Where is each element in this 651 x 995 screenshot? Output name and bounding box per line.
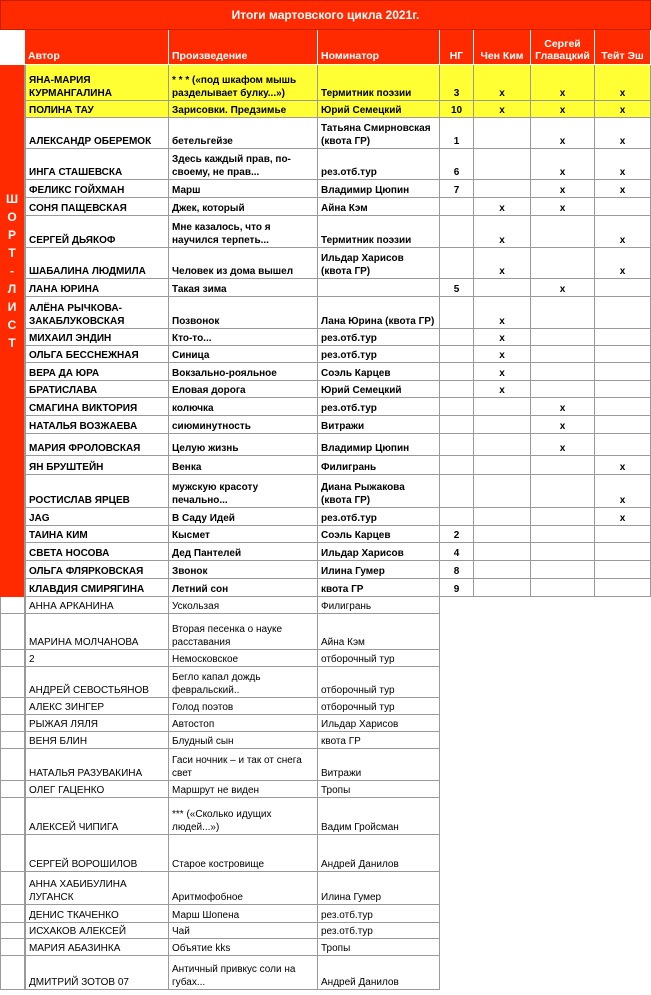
shortlist-j3-cell: x [595,118,651,149]
shortlist-author-cell: JAG [25,508,169,526]
entry-nominator-cell: отборочный тур [318,650,440,667]
entry-author-cell: ИСХАКОВ АЛЕКСЕЙ [25,923,169,939]
shortlist-nominator-cell: рез.отб.тур [318,346,440,363]
shortlist-nominator-cell: Владимир Цюпин [318,434,440,456]
shortlist-j1-cell [474,118,531,149]
shortlist-j2-cell [531,526,595,543]
shortlist-nominator-cell: Филигрань [318,456,440,475]
shortlist-j1-cell: x [474,346,531,363]
shortlist-work-cell: Мне казалось, что я научился терпеть... [169,216,318,248]
shortlist-j2-cell: x [531,149,595,180]
row-spacer [0,835,25,872]
entry-work-cell: Ускользая [169,597,318,614]
shortlist-work-cell: Летний сон [169,579,318,597]
shortlist-work-cell: В Саду Идей [169,508,318,526]
shortlist-nominator-cell: рез.отб.тур [318,329,440,346]
shortlist-work-cell: Кто-то... [169,329,318,346]
shortlist-author-cell: НАТАЛЬЯ ВОЗЖАЕВА [25,416,169,434]
shortlist-j3-cell: x [595,508,651,526]
entry-nominator-cell: отборочный тур [318,667,440,698]
shortlist-j1-cell [474,543,531,561]
entry-author-cell: АЛЕКС ЗИНГЕР [25,698,169,715]
header-judge2: Сергей Главацкий [531,30,595,65]
shortlist-ng-cell: 8 [440,561,474,579]
shortlist-work-cell: Венка [169,456,318,475]
shortlist-j1-cell: x [474,297,531,329]
shortlist-nominator-cell: Ильдар Харисов [318,543,440,561]
shortlist-j2-cell [531,248,595,279]
row-spacer [0,650,25,667]
shortlist-j2-cell: x [531,198,595,216]
shortlist-author-cell: ОЛЬГА ФЛЯРКОВСКАЯ [25,561,169,579]
shortlist-work-cell: * * * («под шкафом мышь разделывает булку...») [169,65,318,101]
shortlist-nominator-cell: Термитник поэзии [318,65,440,101]
shortlist-j1-cell [474,508,531,526]
shortlist-j1-cell [474,279,531,297]
shortlist-work-cell: Целую жизнь [169,434,318,456]
shortlist-nominator-cell: рез.отб.тур [318,398,440,416]
header-judge3: Тейт Эш [595,30,651,65]
shortlist-j2-cell: x [531,180,595,198]
shortlist-author-cell: СЕРГЕЙ ДЬЯКОФ [25,216,169,248]
entry-nominator-cell: рез.отб.тур [318,923,440,939]
entry-author-cell: АНДРЕЙ СЕВОСТЬЯНОВ [25,667,169,698]
shortlist-work-cell: бетельгейзе [169,118,318,149]
shortlist-j3-cell [595,526,651,543]
shortlist-nominator-cell: Диана Рыжакова (квота ГР) [318,475,440,508]
shortlist-j2-cell [531,329,595,346]
shortlist-nominator-cell: Витражи [318,416,440,434]
shortlist-work-cell: Джек, который [169,198,318,216]
shortlist-author-cell: СОНЯ ПАЩЕВСКАЯ [25,198,169,216]
shortlist-ng-cell [440,381,474,398]
shortlist-ng-cell [440,216,474,248]
shortlist-nominator-cell: Термитник поэзии [318,216,440,248]
shortlist-author-cell: ЯН БРУШТЕЙН [25,456,169,475]
side-label-letter: - [10,264,14,278]
shortlist-author-cell: ИНГА СТАШЕВСКА [25,149,169,180]
shortlist-j2-cell [531,508,595,526]
shortlist-j2-cell [531,363,595,381]
row-spacer [0,923,25,939]
shortlist-work-cell: Звонок [169,561,318,579]
shortlist-j3-cell: x [595,65,651,101]
shortlist-author-cell: ОЛЬГА БЕССНЕЖНАЯ [25,346,169,363]
side-label-letter: С [7,318,17,332]
shortlist-author-cell: КЛАВДИЯ СМИРЯГИНА [25,579,169,597]
shortlist-ng-cell [440,416,474,434]
entry-author-cell: НАТАЛЬЯ РАЗУВАКИНА [25,749,169,781]
shortlist-work-cell: Еловая дорога [169,381,318,398]
shortlist-j1-cell [474,398,531,416]
shortlist-work-cell: Вокзально-рояльное [169,363,318,381]
shortlist-author-cell: ТАИНА КИМ [25,526,169,543]
shortlist-ng-cell [440,248,474,279]
header-ng: НГ [440,30,474,65]
shortlist-ng-cell: 7 [440,180,474,198]
entry-nominator-cell: отборочный тур [318,698,440,715]
shortlist-j3-cell [595,346,651,363]
shortlist-j3-cell: x [595,475,651,508]
entry-author-cell: ВЕНЯ БЛИН [25,732,169,749]
entry-work-cell: *** («Сколько идущих людей...») [169,798,318,835]
shortlist-author-cell: ФЕЛИКС ГОЙХМАН [25,180,169,198]
shortlist-ng-cell [440,198,474,216]
shortlist-nominator-cell: Соэль Карцев [318,363,440,381]
shortlist-j1-cell [474,456,531,475]
side-label-letter: Т [8,246,16,260]
sheet-title: Итоги мартовского цикла 2021г. [0,0,651,30]
shortlist-j1-cell [474,180,531,198]
shortlist-j3-cell [595,561,651,579]
entry-author-cell: ДЕНИС ТКАЧЕНКО [25,905,169,923]
entry-work-cell: Бегло капал дождь февральский.. [169,667,318,698]
entry-author-cell: МАРИНА МОЛЧАНОВА [25,614,169,650]
entry-work-cell: Аритмофобное [169,872,318,905]
shortlist-ng-cell [440,434,474,456]
shortlist-nominator-cell: рез.отб.тур [318,149,440,180]
shortlist-j2-cell [531,475,595,508]
shortlist-j1-cell [474,149,531,180]
shortlist-author-cell: РОСТИСЛАВ ЯРЦЕВ [25,475,169,508]
shortlist-j2-cell: x [531,434,595,456]
shortlist-ng-cell: 5 [440,279,474,297]
shortlist-j1-cell: x [474,248,531,279]
shortlist-ng-cell [440,508,474,526]
entry-work-cell: Марш Шопена [169,905,318,923]
shortlist-author-cell: АЛЕКСАНДР ОБЕРЕМОК [25,118,169,149]
shortlist-j1-cell: x [474,381,531,398]
row-spacer [0,798,25,835]
entry-author-cell: МАРИЯ АБАЗИНКА [25,939,169,956]
shortlist-j1-cell: x [474,363,531,381]
shortlist-j3-cell: x [595,101,651,118]
row-spacer [0,872,25,905]
shortlist-author-cell: МИХАИЛ ЭНДИН [25,329,169,346]
shortlist-ng-cell: 1 [440,118,474,149]
entry-work-cell: Немосковское [169,650,318,667]
shortlist-ng-cell: 2 [440,526,474,543]
entry-work-cell: Гаси ночник – и так от снега свет [169,749,318,781]
shortlist-j3-cell [595,543,651,561]
shortlist-nominator-cell: Владимир Цюпин [318,180,440,198]
row-spacer [0,715,25,732]
side-label-letter: Л [7,282,17,296]
header-judge1: Чен Ким [474,30,531,65]
shortlist-j2-cell [531,543,595,561]
entry-nominator-cell: Илина Гумер [318,872,440,905]
shortlist-nominator-cell: Татьяна Смирновская (квота ГР) [318,118,440,149]
shortlist-nominator-cell: рез.отб.тур [318,508,440,526]
entry-work-cell: Античный привкус соли на губах... [169,956,318,990]
shortlist-j3-cell [595,381,651,398]
row-spacer [0,667,25,698]
entry-work-cell: Автостоп [169,715,318,732]
shortlist-j3-cell [595,329,651,346]
shortlist-j1-cell [474,579,531,597]
side-label-letter: О [7,210,17,224]
shortlist-nominator-cell [318,279,440,297]
entry-author-cell: ДМИТРИЙ ЗОТОВ 07 [25,956,169,990]
entry-author-cell: СЕРГЕЙ ВОРОШИЛОВ [25,835,169,872]
shortlist-j3-cell: x [595,216,651,248]
shortlist-j3-cell: x [595,149,651,180]
shortlist-work-cell: Марш [169,180,318,198]
shortlist-j3-cell [595,434,651,456]
shortlist-ng-cell: 6 [440,149,474,180]
shortlist-j2-cell: x [531,65,595,101]
shortlist-j1-cell [474,475,531,508]
shortlist-nominator-cell: Соэль Карцев [318,526,440,543]
shortlist-j1-cell: x [474,101,531,118]
side-label-letter: И [7,300,17,314]
shortlist-author-cell: МАРИЯ ФРОЛОВСКАЯ [25,434,169,456]
shortlist-author-cell: СМАГИНА ВИКТОРИЯ [25,398,169,416]
shortlist-author-cell: ЛАНА ЮРИНА [25,279,169,297]
shortlist-j3-cell [595,198,651,216]
shortlist-ng-cell: 10 [440,101,474,118]
row-spacer [0,597,25,614]
shortlist-ng-cell [440,363,474,381]
shortlist-author-cell: ШАБАЛИНА ЛЮДМИЛА [25,248,169,279]
entry-work-cell: Объятие kks [169,939,318,956]
shortlist-work-cell: Дед Пантелей [169,543,318,561]
shortlist-author-cell: СВЕТА НОСОВА [25,543,169,561]
shortlist-j3-cell [595,398,651,416]
row-spacer [0,905,25,923]
shortlist-ng-cell: 3 [440,65,474,101]
shortlist-j3-cell: x [595,180,651,198]
side-label-letter: Ш [5,192,19,206]
shortlist-j3-cell: x [595,248,651,279]
shortlist-ng-cell [440,398,474,416]
entry-nominator-cell: Тропы [318,781,440,798]
shortlist-ng-cell [440,297,474,329]
row-spacer [0,939,25,956]
shortlist-j1-cell: x [474,216,531,248]
entry-nominator-cell: Витражи [318,749,440,781]
entry-work-cell: Маршрут не виден [169,781,318,798]
entry-nominator-cell: Айна Кэм [318,614,440,650]
shortlist-j1-cell [474,434,531,456]
shortlist-j2-cell: x [531,398,595,416]
shortlist-j2-cell [531,216,595,248]
shortlist-j3-cell [595,363,651,381]
shortlist-work-cell: Человек из дома вышел [169,248,318,279]
entry-author-cell: АЛЕКСЕЙ ЧИПИГА [25,798,169,835]
row-spacer [0,956,25,990]
header-author: Автор [25,30,169,65]
shortlist-nominator-cell: Лана Юрина (квота ГР) [318,297,440,329]
side-label-letter: Р [7,228,16,242]
shortlist-j2-cell: x [531,416,595,434]
entry-work-cell: Вторая песенка о науке расставания [169,614,318,650]
row-spacer [0,614,25,650]
shortlist-j2-cell: x [531,101,595,118]
shortlist-j2-cell: x [531,279,595,297]
shortlist-j1-cell: x [474,65,531,101]
shortlist-nominator-cell: Ильдар Харисов (квота ГР) [318,248,440,279]
entry-nominator-cell: Тропы [318,939,440,956]
row-spacer [0,781,25,798]
header-nominator: Номинатор [318,30,440,65]
shortlist-j1-cell: x [474,329,531,346]
shortlist-j1-cell [474,416,531,434]
shortlist-nominator-cell: квота ГР [318,579,440,597]
shortlist-work-cell: Кысмет [169,526,318,543]
entry-work-cell: Старое костровище [169,835,318,872]
entry-work-cell: Голод поэтов [169,698,318,715]
entry-work-cell: Блудный сын [169,732,318,749]
entry-nominator-cell: квота ГР [318,732,440,749]
shortlist-j2-cell [531,456,595,475]
shortlist-side-label [0,65,25,597]
shortlist-j1-cell: x [474,198,531,216]
shortlist-work-cell: Зарисовки. Предзимье [169,101,318,118]
entry-author-cell: 2 [25,650,169,667]
shortlist-j2-cell [531,346,595,363]
shortlist-ng-cell: 4 [440,543,474,561]
shortlist-author-cell: ПОЛИНА ТАУ [25,101,169,118]
shortlist-j3-cell [595,297,651,329]
shortlist-ng-cell [440,346,474,363]
entry-author-cell: АННА АРКАНИНА [25,597,169,614]
shortlist-j3-cell: x [595,456,651,475]
shortlist-work-cell: Синица [169,346,318,363]
shortlist-author-cell: ВЕРА ДА ЮРА [25,363,169,381]
header-work: Произведение [169,30,318,65]
shortlist-nominator-cell: Илина Гумер [318,561,440,579]
row-spacer [0,698,25,715]
side-label-letter: Т [8,336,16,350]
entry-nominator-cell: Ильдар Харисов [318,715,440,732]
shortlist-ng-cell: 9 [440,579,474,597]
shortlist-nominator-cell: Юрий Семецкий [318,101,440,118]
shortlist-work-cell: Позвонок [169,297,318,329]
shortlist-j2-cell [531,579,595,597]
shortlist-j3-cell [595,279,651,297]
entry-work-cell: Чай [169,923,318,939]
shortlist-j1-cell [474,526,531,543]
shortlist-j3-cell [595,416,651,434]
shortlist-author-cell: ЯНА-МАРИЯ КУРМАНГАЛИНА [25,65,169,101]
shortlist-j2-cell [531,561,595,579]
shortlist-work-cell: Здесь каждый прав, по-своему, не прав... [169,149,318,180]
shortlist-ng-cell [440,456,474,475]
entry-nominator-cell: Андрей Данилов [318,835,440,872]
entry-author-cell: АННА ХАБИБУЛИНА ЛУГАНСК [25,872,169,905]
shortlist-author-cell: БРАТИСЛАВА [25,381,169,398]
shortlist-work-cell: сиюминутность [169,416,318,434]
shortlist-nominator-cell: Юрий Семецкий [318,381,440,398]
shortlist-j1-cell [474,561,531,579]
shortlist-work-cell: мужскую красоту печально... [169,475,318,508]
entry-nominator-cell: Филигрань [318,597,440,614]
entry-nominator-cell: рез.отб.тур [318,905,440,923]
row-spacer [0,749,25,781]
shortlist-work-cell: колючка [169,398,318,416]
shortlist-j2-cell: x [531,118,595,149]
shortlist-work-cell: Такая зима [169,279,318,297]
shortlist-ng-cell [440,329,474,346]
shortlist-ng-cell [440,475,474,508]
entry-nominator-cell: Вадим Гройсман [318,798,440,835]
shortlist-author-cell: АЛЁНА РЫЧКОВА-ЗАКАБЛУКОВСКАЯ [25,297,169,329]
entry-author-cell: ОЛЕГ ГАЦЕНКО [25,781,169,798]
entry-author-cell: РЫЖАЯ ЛЯЛЯ [25,715,169,732]
shortlist-j3-cell [595,579,651,597]
shortlist-j2-cell [531,381,595,398]
shortlist-nominator-cell: Айна Кэм [318,198,440,216]
entry-nominator-cell: Андрей Данилов [318,956,440,990]
row-spacer [0,732,25,749]
shortlist-j2-cell [531,297,595,329]
